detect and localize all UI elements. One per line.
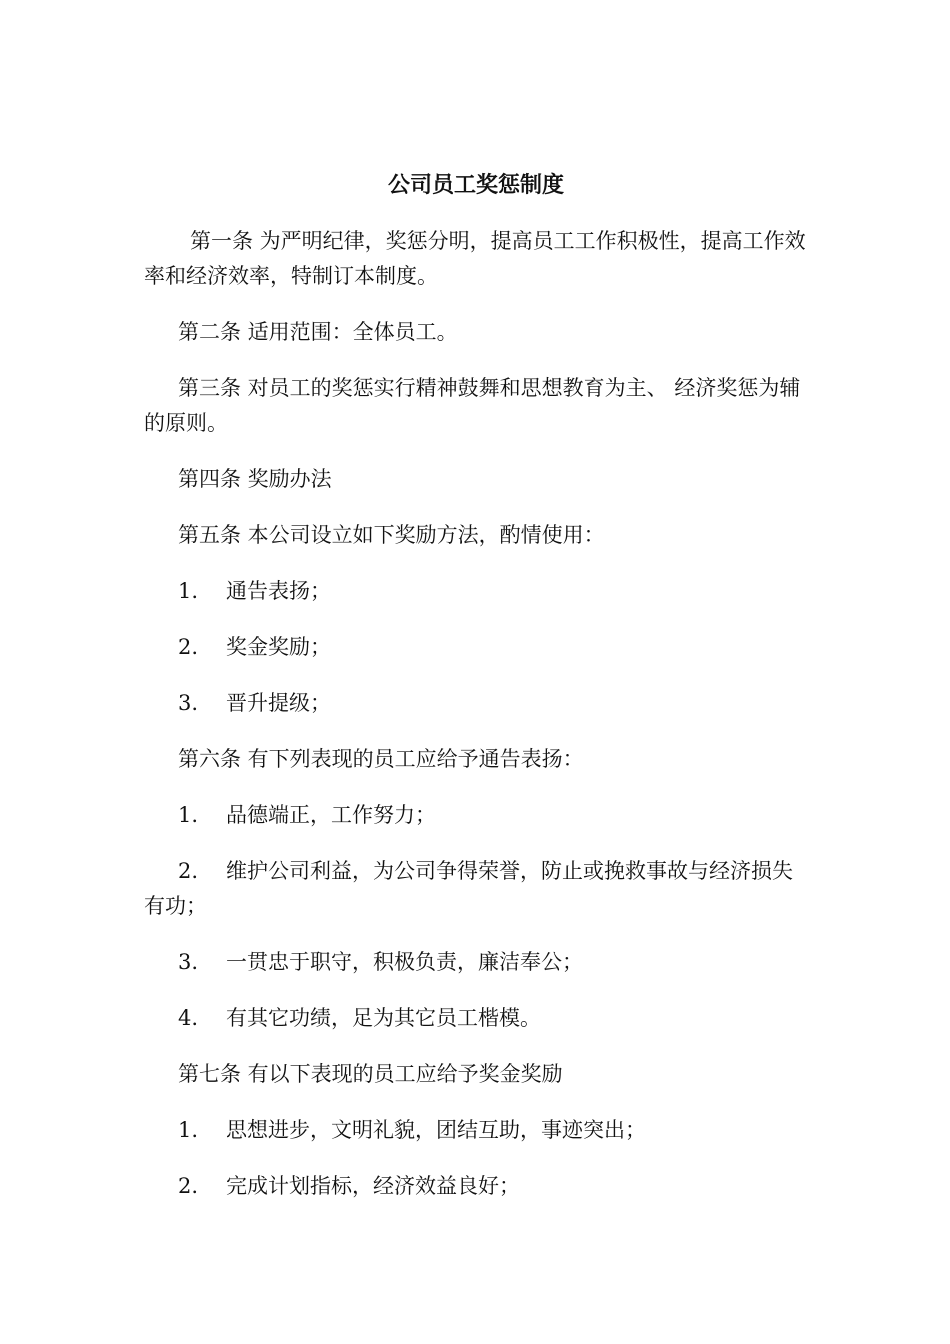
list-item-text: 维护公司利益，为公司争得荣誉，防止或挽救事故与经济损失有功； — [144, 859, 793, 918]
list-item-number: 1. — [178, 579, 199, 603]
document-body — [144, 170, 808, 1225]
article-1: 第一条 为严明纪律，奖惩分明，提高员工工作积极性，提高工作效率和经济效率，特制订本制度。 — [144, 229, 806, 288]
list-item-text: 通告表扬； — [226, 579, 331, 603]
article-4: 第四条 奖励办法 — [178, 467, 332, 491]
article-6: 第六条 有下列表现的员工应给予通告表扬： — [178, 747, 584, 771]
list-item-text: 品德端正，工作努力； — [226, 803, 436, 827]
list-item — [144, 945, 808, 980]
list-item — [144, 574, 808, 609]
list-item-number: 4. — [178, 1006, 199, 1030]
list-item-number: 3. — [178, 950, 199, 974]
list-item-number: 1. — [178, 1118, 199, 1142]
list-item-number: 2. — [178, 635, 199, 659]
list-item — [144, 686, 808, 721]
list-item-text: 完成计划指标，经济效益良好； — [226, 1174, 520, 1198]
list-item — [144, 1113, 808, 1148]
document-title: 公司员工奖惩制度 — [387, 173, 564, 198]
article-7: 第七条 有以下表现的员工应给予奖金奖励 — [178, 1062, 563, 1086]
article-5: 第五条 本公司设立如下奖励方法，酌情使用： — [178, 523, 605, 547]
list-item — [144, 798, 808, 833]
list-item-number: 3. — [178, 691, 199, 715]
article-2: 第二条 适用范围：全体员工。 — [178, 320, 458, 344]
list-item-number: 2. — [178, 859, 199, 883]
article-3: 第三条 对员工的奖惩实行精神鼓舞和思想教育为主、 经济奖惩为辅的原则。 — [144, 376, 801, 435]
list-item — [144, 854, 808, 924]
list-item-text: 奖金奖励； — [226, 635, 331, 659]
list-item-text: 有其它功绩，足为其它员工楷模。 — [226, 1006, 541, 1030]
list-item-text: 晋升提级； — [226, 691, 331, 715]
list-item-text: 一贯忠于职守，积极负责，廉洁奉公； — [226, 950, 583, 974]
list-item — [144, 1169, 808, 1204]
list-item — [144, 630, 808, 665]
list-item-number: 2. — [178, 1174, 199, 1198]
list-item-number: 1. — [178, 803, 199, 827]
list-item-text: 思想进步，文明礼貌，团结互助，事迹突出； — [226, 1118, 646, 1142]
list-item — [144, 1001, 808, 1036]
